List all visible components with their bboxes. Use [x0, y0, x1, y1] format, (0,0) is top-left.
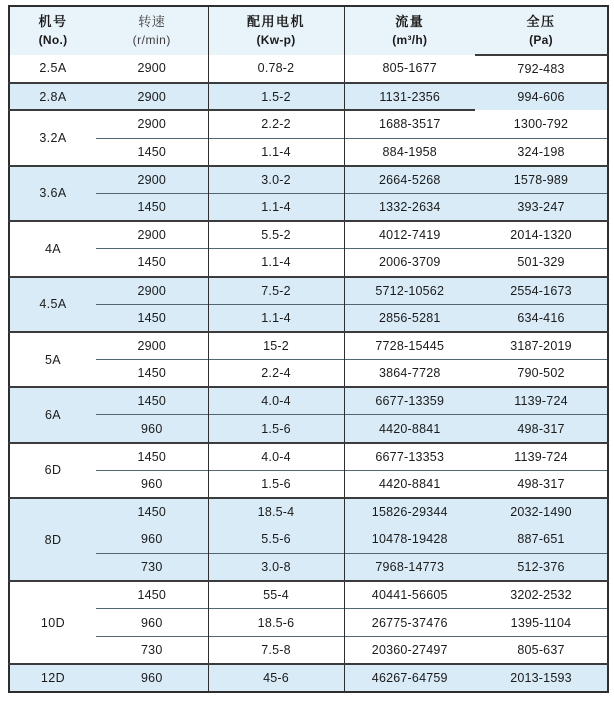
table-row — [9, 110, 608, 138]
table-row — [9, 332, 608, 360]
col-header-rpm-en: (r/min) — [132, 33, 171, 47]
pressure-cell: 2013-1593 — [475, 664, 608, 692]
motor-cell: 1.5-2 — [208, 83, 344, 111]
pressure-cell: 512-376 — [475, 553, 608, 581]
rpm-cell: 730 — [96, 636, 208, 664]
flow-cell: 4012-7419 — [344, 221, 475, 249]
pressure-cell: 994-606 — [475, 83, 608, 111]
table-row — [9, 470, 608, 498]
table-row — [9, 387, 608, 415]
flow-cell: 3864-7728 — [344, 360, 475, 388]
table-row — [9, 443, 608, 471]
table-row — [9, 304, 608, 332]
group-5A — [9, 332, 608, 387]
rpm-cell: 1450 — [96, 193, 208, 221]
motor-cell: 18.5-6 — [208, 609, 344, 637]
rpm-cell: 960 — [96, 609, 208, 637]
pressure-cell: 887-651 — [475, 526, 608, 554]
model-cell: 5A — [9, 332, 96, 387]
col-header-pressure-zh: 全压 — [526, 13, 556, 29]
group-3.6A — [9, 166, 608, 221]
pressure-cell: 3187-2019 — [475, 332, 608, 360]
flow-cell: 10478-19428 — [344, 526, 475, 554]
table-row — [9, 83, 608, 111]
table-row — [9, 249, 608, 277]
flow-cell: 6677-13359 — [344, 387, 475, 415]
rpm-cell: 2900 — [96, 55, 208, 83]
rpm-cell: 1450 — [96, 138, 208, 166]
flow-cell: 20360-27497 — [344, 636, 475, 664]
flow-cell: 1332-2634 — [344, 193, 475, 221]
table-row — [9, 636, 608, 664]
flow-cell: 7728-15445 — [344, 332, 475, 360]
rpm-cell: 1450 — [96, 443, 208, 471]
rpm-cell: 1450 — [96, 360, 208, 388]
flow-cell: 2664-5268 — [344, 166, 475, 194]
flow-cell: 4420-8841 — [344, 415, 475, 443]
rpm-cell: 2900 — [96, 332, 208, 360]
flow-cell: 26775-37476 — [344, 609, 475, 637]
motor-cell: 1.1-4 — [208, 304, 344, 332]
pressure-cell: 324-198 — [475, 138, 608, 166]
motor-cell: 0.78-2 — [208, 55, 344, 83]
rpm-cell: 2900 — [96, 277, 208, 305]
pressure-cell: 1139-724 — [475, 387, 608, 415]
rpm-cell: 960 — [96, 526, 208, 554]
rpm-cell: 960 — [96, 470, 208, 498]
table-row — [9, 415, 608, 443]
col-header-model — [9, 6, 96, 55]
model-cell: 8D — [9, 498, 96, 581]
col-header-rpm-zh: 转速 — [138, 14, 166, 29]
col-header-flow-en: (m³/h) — [392, 33, 428, 47]
col-header-motor-zh: 配用电机 — [246, 14, 305, 29]
rpm-cell: 960 — [96, 415, 208, 443]
header-row — [9, 6, 608, 55]
table-row — [9, 138, 608, 166]
pressure-cell: 1395-1104 — [475, 609, 608, 637]
motor-cell: 3.0-8 — [208, 553, 344, 581]
rpm-cell: 1450 — [96, 581, 208, 609]
col-header-pressure — [475, 6, 608, 55]
motor-cell: 4.0-4 — [208, 443, 344, 471]
model-cell: 4.5A — [9, 277, 96, 332]
col-header-motor-en: (Kw-p) — [256, 33, 296, 47]
flow-cell: 15826-29344 — [344, 498, 475, 526]
rpm-cell: 1450 — [96, 387, 208, 415]
motor-cell: 15-2 — [208, 332, 344, 360]
col-header-rpm — [96, 6, 208, 55]
rpm-cell: 960 — [96, 664, 208, 692]
motor-cell: 1.1-4 — [208, 249, 344, 277]
table-row — [9, 55, 608, 83]
pressure-cell: 1139-724 — [475, 443, 608, 471]
group-8D — [9, 498, 608, 581]
flow-cell: 2856-5281 — [344, 304, 475, 332]
table-row — [9, 193, 608, 221]
motor-cell: 5.5-6 — [208, 526, 344, 554]
group-2.8A — [9, 83, 608, 111]
group-6D — [9, 443, 608, 498]
flow-cell: 4420-8841 — [344, 470, 475, 498]
model-cell: 10D — [9, 581, 96, 664]
model-cell: 3.6A — [9, 166, 96, 221]
col-header-flow-zh: 流量 — [395, 14, 425, 29]
motor-cell: 7.5-8 — [208, 636, 344, 664]
model-cell: 2.5A — [9, 55, 96, 83]
motor-cell: 3.0-2 — [208, 166, 344, 194]
col-header-model-en: (No.) — [38, 33, 68, 47]
group-4A — [9, 221, 608, 276]
table-row — [9, 221, 608, 249]
group-10D — [9, 581, 608, 664]
group-3.2A — [9, 110, 608, 165]
flow-cell: 2006-3709 — [344, 249, 475, 277]
table-row — [9, 277, 608, 305]
pressure-cell: 1300-792 — [475, 110, 608, 138]
table-row — [9, 581, 608, 609]
table-row — [9, 664, 608, 692]
pressure-cell: 498-317 — [475, 415, 608, 443]
col-header-model-zh: 机号 — [38, 14, 68, 29]
pressure-cell: 498-317 — [475, 470, 608, 498]
motor-cell: 1.1-4 — [208, 138, 344, 166]
flow-cell: 46267-64759 — [344, 664, 475, 692]
pressure-cell: 3202-2532 — [475, 581, 608, 609]
model-cell: 6A — [9, 387, 96, 442]
model-cell: 2.8A — [9, 83, 96, 111]
model-cell: 6D — [9, 443, 96, 498]
table-row — [9, 360, 608, 388]
col-header-pressure-en: (Pa) — [529, 32, 553, 47]
pressure-cell: 2032-1490 — [475, 498, 608, 526]
flow-cell: 1688-3517 — [344, 110, 475, 138]
model-cell: 3.2A — [9, 110, 96, 165]
table-row — [9, 609, 608, 637]
flow-cell: 884-1958 — [344, 138, 475, 166]
fan-spec-table — [8, 5, 609, 693]
motor-cell: 18.5-4 — [208, 498, 344, 526]
motor-cell: 45-6 — [208, 664, 344, 692]
rpm-cell: 730 — [96, 553, 208, 581]
pressure-cell: 2554-1673 — [475, 277, 608, 305]
col-header-motor — [208, 6, 344, 55]
motor-cell: 2.2-2 — [208, 110, 344, 138]
flow-cell: 40441-56605 — [344, 581, 475, 609]
group-2.5A — [9, 55, 608, 83]
rpm-cell: 2900 — [96, 83, 208, 111]
flow-cell: 5712-10562 — [344, 277, 475, 305]
motor-cell: 55-4 — [208, 581, 344, 609]
group-4.5A — [9, 277, 608, 332]
flow-cell: 805-1677 — [344, 55, 475, 83]
motor-cell: 1.5-6 — [208, 470, 344, 498]
table-header — [9, 6, 608, 55]
rpm-cell: 2900 — [96, 110, 208, 138]
model-cell: 12D — [9, 664, 96, 692]
rpm-cell: 1450 — [96, 249, 208, 277]
flow-cell: 6677-13353 — [344, 443, 475, 471]
motor-cell: 2.2-4 — [208, 360, 344, 388]
pressure-cell: 790-502 — [475, 360, 608, 388]
pressure-cell: 501-329 — [475, 249, 608, 277]
pressure-cell: 634-416 — [475, 304, 608, 332]
table-row — [9, 498, 608, 526]
model-cell: 4A — [9, 221, 96, 276]
motor-cell: 7.5-2 — [208, 277, 344, 305]
motor-cell: 5.5-2 — [208, 221, 344, 249]
table-row — [9, 166, 608, 194]
motor-cell: 4.0-4 — [208, 387, 344, 415]
pressure-cell: 805-637 — [475, 636, 608, 664]
table-row — [9, 526, 608, 554]
pressure-cell: 393-247 — [475, 193, 608, 221]
flow-cell: 7968-14773 — [344, 553, 475, 581]
flow-cell: 1131-2356 — [344, 83, 475, 111]
rpm-cell: 1450 — [96, 498, 208, 526]
rpm-cell: 2900 — [96, 166, 208, 194]
pressure-cell: 1578-989 — [475, 166, 608, 194]
col-header-flow — [344, 6, 475, 55]
rpm-cell: 1450 — [96, 304, 208, 332]
group-12D — [9, 664, 608, 692]
group-6A — [9, 387, 608, 442]
pressure-cell: 2014-1320 — [475, 221, 608, 249]
motor-cell: 1.5-6 — [208, 415, 344, 443]
pressure-cell: 792-483 — [475, 55, 608, 83]
motor-cell: 1.1-4 — [208, 193, 344, 221]
rpm-cell: 2900 — [96, 221, 208, 249]
table-row — [9, 553, 608, 581]
